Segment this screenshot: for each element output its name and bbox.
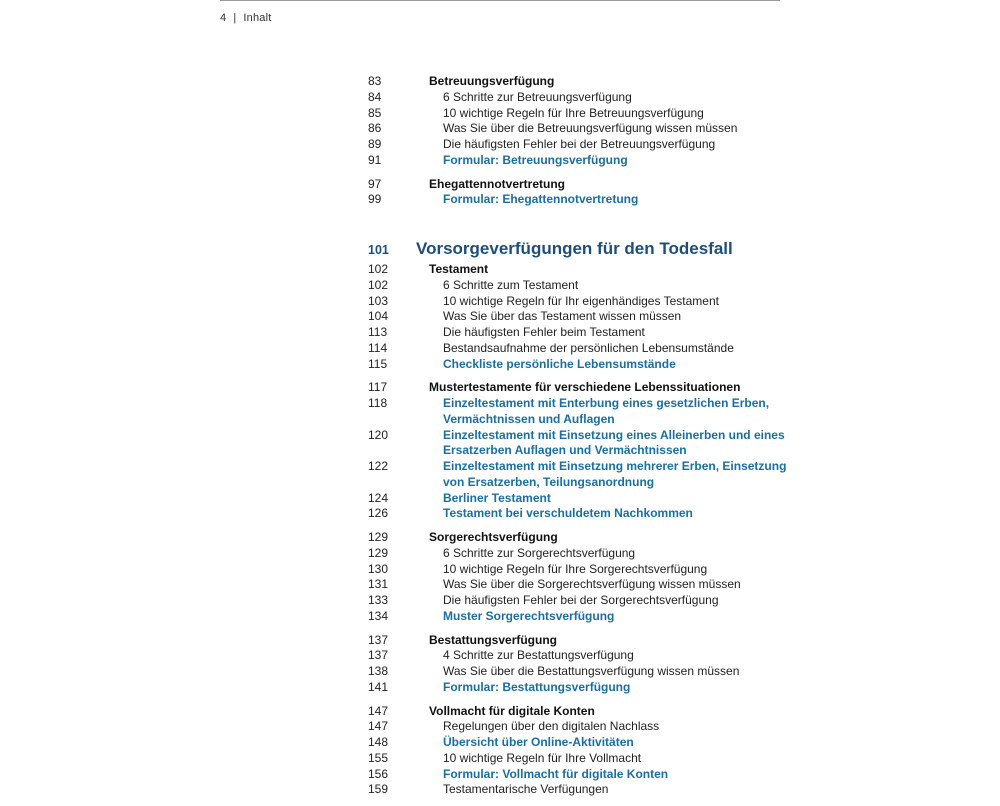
toc-group	[368, 530, 788, 625]
toc-page-number: 102	[368, 262, 389, 276]
toc-entry-text: Die häufigsten Fehler beim Testament	[443, 325, 645, 339]
toc-entry-text: Die häufigsten Fehler bei der Sorgerechtsverfügung	[443, 593, 719, 607]
toc-entry-text: Checkliste persönliche Lebensumstände	[443, 356, 676, 371]
toc-page-number: 134	[368, 608, 389, 623]
toc-section-heading[interactable]	[368, 177, 788, 193]
toc-entry[interactable]	[368, 719, 788, 735]
toc-page-number: 138	[368, 664, 389, 678]
toc-entry[interactable]	[368, 341, 788, 357]
toc-entry-text: Formular: Betreuungsverfügung	[443, 152, 628, 167]
toc-page-number: 129	[368, 545, 389, 560]
toc-link-entry[interactable]	[368, 357, 788, 373]
toc-section-title: Betreuungsverfügung	[429, 74, 555, 88]
toc-page-number: 86	[368, 121, 382, 136]
toc-page-number: 131	[368, 577, 389, 592]
toc-page-number: 124	[368, 490, 389, 505]
table-of-contents	[368, 74, 788, 806]
toc-entry-text: Die häufigsten Fehler bei der Betreuungsverfügung	[443, 137, 716, 151]
toc-page-number: 156	[368, 766, 389, 781]
toc-section-heading[interactable]	[368, 262, 788, 278]
toc-page-number: 103	[368, 293, 389, 308]
toc-page-number: 102	[368, 277, 389, 292]
toc-entry-text: 4 Schritte zur Bestattungsverfügung	[443, 648, 634, 663]
toc-section-title: Testament	[429, 262, 489, 276]
toc-page-number: 141	[368, 679, 389, 694]
toc-entry-text: Was Sie über das Testament wissen müssen	[443, 309, 682, 324]
toc-page-number: 99	[368, 192, 382, 207]
toc-entry-text: Was Sie über die Betreuungsverfügung wissen müssen	[443, 121, 738, 136]
toc-page-number: 113	[368, 325, 388, 339]
toc-group	[368, 380, 788, 522]
toc-page-number: 147	[368, 703, 389, 718]
chapter-title: Vorsorgeverfügungen für den Todesfall	[416, 239, 733, 258]
toc-entry-text: Einzeltestament mit Enterbung eines gesetzlichen Erben, Vermächtnissen und Auflagen	[443, 396, 770, 426]
toc-entry-text: 6 Schritte zur Betreuungsverfügung	[443, 89, 632, 104]
toc-page-number: 114	[368, 340, 388, 355]
toc-section-heading[interactable]	[368, 704, 788, 720]
chapter-page: 101	[368, 243, 389, 257]
toc-page-number: 115	[368, 356, 388, 371]
toc-entry-text: 6 Schritte zur Sorgerechtsverfügung	[443, 545, 636, 560]
toc-page-number: 104	[368, 309, 389, 324]
toc-entry-text: 6 Schritte zum Testament	[443, 277, 579, 292]
toc-group	[368, 704, 788, 799]
page-number: 4	[220, 12, 227, 24]
toc-page-number: 83	[368, 74, 382, 88]
toc-group	[368, 74, 788, 169]
toc-entry[interactable]	[368, 90, 788, 106]
toc-link-entry[interactable]	[368, 491, 788, 507]
toc-link-entry[interactable]	[368, 459, 788, 491]
toc-entry[interactable]	[368, 278, 788, 294]
toc-entry-text: Einzeltestament mit Einsetzung mehrerer Erben, Einsetzung von Ersatzerben, Teilungsanordnung	[443, 459, 787, 489]
toc-section-heading[interactable]	[368, 74, 788, 90]
toc-link-entry[interactable]	[368, 428, 788, 460]
toc-entry-text: Formular: Bestattungsverfügung	[443, 679, 631, 694]
header-title: Inhalt	[243, 12, 272, 24]
toc-section-heading[interactable]	[368, 633, 788, 649]
toc-section-heading[interactable]	[368, 380, 788, 396]
toc-entry-text: 10 wichtige Regeln für Ihre Sorgerechtsverfügung	[443, 561, 708, 576]
toc-page-number: 89	[368, 137, 382, 151]
running-header	[220, 12, 272, 24]
toc-section-after	[368, 262, 788, 798]
toc-entry[interactable]	[368, 782, 788, 798]
toc-page-number: 137	[368, 648, 389, 663]
toc-entry[interactable]	[368, 648, 788, 664]
toc-page-number: 97	[368, 176, 382, 191]
toc-link-entry[interactable]	[368, 735, 788, 751]
toc-entry-text: Muster Sorgerechtsverfügung	[443, 608, 615, 623]
toc-entry-text: 10 wichtige Regeln für Ihre Vollmacht	[443, 750, 642, 765]
toc-group	[368, 177, 788, 209]
toc-link-entry[interactable]	[368, 506, 788, 522]
toc-page-number: 85	[368, 105, 382, 120]
toc-group	[368, 262, 788, 372]
toc-page-number: 120	[368, 427, 389, 442]
toc-entry-text: Formular: Vollmacht für digitale Konten	[443, 766, 669, 781]
toc-link-entry[interactable]	[368, 153, 788, 169]
toc-entry-text: Einzeltestament mit Einsetzung eines Alleinerben und eines Ersatzerben Auflagen und Vermächtnissen	[443, 427, 785, 458]
toc-page-number: 159	[368, 782, 389, 797]
toc-page-number: 147	[368, 719, 389, 734]
toc-page-number: 137	[368, 632, 389, 647]
toc-entry-text: Testamentarische Verfügungen	[443, 782, 609, 797]
toc-page-number: 122	[368, 459, 389, 473]
toc-page-number: 84	[368, 89, 382, 104]
toc-entry-text: Was Sie über die Sorgerechtsverfügung wissen müssen	[443, 577, 741, 592]
toc-page-number: 91	[368, 152, 382, 167]
toc-entry-text: Regelungen über den digitalen Nachlass	[443, 719, 660, 734]
toc-section-title: Mustertestamente für verschiedene Lebenssituationen	[429, 380, 741, 395]
toc-link-entry[interactable]	[368, 396, 788, 428]
toc-section-title: Vollmacht für digitale Konten	[429, 703, 595, 718]
toc-section-heading[interactable]	[368, 530, 788, 546]
toc-entry[interactable]	[368, 325, 788, 341]
toc-entry-text: Testament bei verschuldetem Nachkommen	[443, 506, 693, 521]
toc-section-before	[368, 74, 788, 208]
toc-entry[interactable]	[368, 294, 788, 310]
toc-entry-text: Formular: Ehegattennotvertretung	[443, 192, 639, 207]
toc-entry[interactable]	[368, 577, 788, 593]
chapter-heading[interactable]	[368, 238, 788, 260]
toc-page-number: 133	[368, 593, 389, 607]
toc-page-number: 155	[368, 750, 389, 765]
toc-entry[interactable]	[368, 106, 788, 122]
toc-page-number: 126	[368, 506, 389, 521]
top-rule	[220, 0, 780, 1]
toc-section-title: Bestattungsverfügung	[429, 632, 558, 647]
toc-entry-text: Berliner Testament	[443, 490, 551, 505]
toc-entry-text: 10 wichtige Regeln für Ihr eigenhändiges Testament	[443, 293, 719, 308]
toc-group	[368, 633, 788, 696]
header-separator: |	[233, 12, 237, 24]
toc-entry[interactable]	[368, 751, 788, 767]
toc-link-entry[interactable]	[368, 680, 788, 696]
toc-entry[interactable]	[368, 562, 788, 578]
toc-entry[interactable]	[368, 309, 788, 325]
toc-page-number: 118	[368, 396, 388, 410]
toc-entry[interactable]	[368, 593, 788, 609]
toc-page-number: 148	[368, 735, 389, 749]
toc-section-title: Ehegattennotvertretung	[429, 176, 566, 191]
toc-entry-text: Übersicht über Online-Aktivitäten	[443, 735, 634, 749]
toc-entry[interactable]	[368, 137, 788, 153]
toc-entry-text: Was Sie über die Bestattungsverfügung wissen müssen	[443, 664, 740, 678]
toc-page-number: 117	[368, 380, 388, 395]
toc-entry[interactable]	[368, 664, 788, 680]
toc-entry[interactable]	[368, 546, 788, 562]
toc-section-title: Sorgerechtsverfügung	[429, 530, 558, 544]
toc-entry-text: Bestandsaufnahme der persönlichen Lebensumstände	[443, 340, 734, 355]
toc-entry-text: 10 wichtige Regeln für Ihre Betreuungsverfügung	[443, 105, 704, 120]
toc-entry[interactable]	[368, 121, 788, 137]
toc-link-entry[interactable]	[368, 609, 788, 625]
toc-page-number: 130	[368, 561, 389, 576]
toc-link-entry[interactable]	[368, 192, 788, 208]
toc-page-number: 129	[368, 530, 389, 544]
toc-link-entry[interactable]	[368, 767, 788, 783]
